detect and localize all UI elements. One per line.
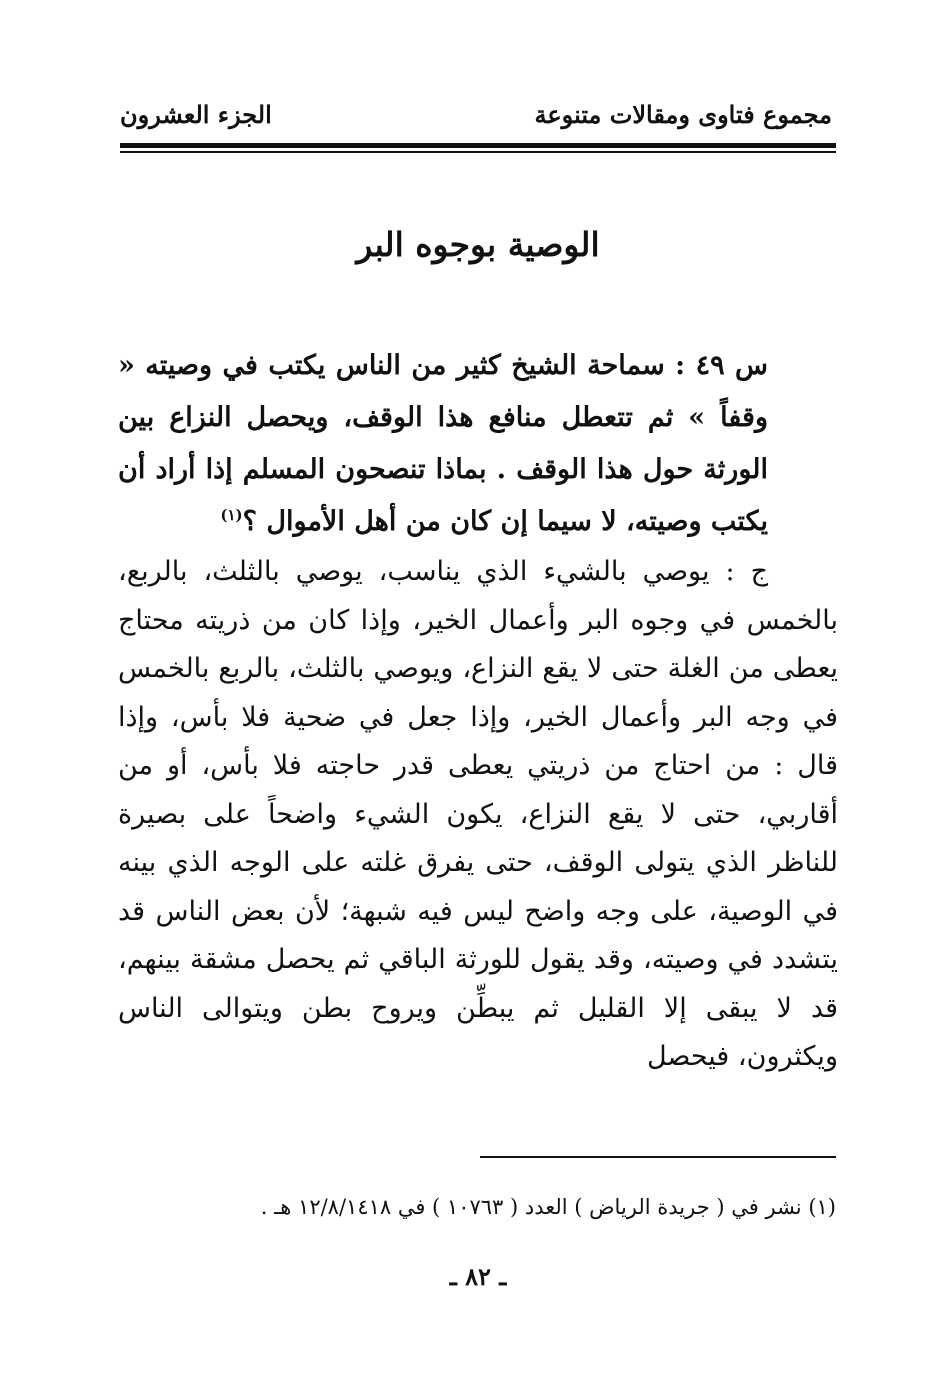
section-title: الوصية بوجوه البر [356, 225, 600, 264]
header-rule-thick [120, 143, 836, 148]
running-header [120, 96, 832, 136]
footnote-marker: (١) [220, 506, 243, 524]
footnote-separator [480, 1156, 836, 1158]
header-rule-thin [120, 151, 836, 153]
answer-text: ج : يوصي بالشيء الذي يناسب، يوصي بالثلث، بالربع، بالخمس في وجوه البر وأعمال الخير، وإذا كان من ذريته محتاج يعطى من الغلة حتى لا يقع النزاع، ويوصي بالثلث، بالربع بالخمس في وجه البر وأعمال الخير، وإذا جعل في ضحية فلا بأس، وإذا قال : من احتاج من ذريتي يعطى قدر حاجته فلا بأس، أو من أقاربي، حتى لا يقع النزاع، يكون الشيء واضحاً على بصيرة للناظر الذي يتولى الوقف، حتى يفرق غلته على الوجه الذي بينه في الوصية، على وجه واضح ليس فيه شبهة؛ لأن بعض الناس قد يتشدد في وصيته، وقد يقول للورثة الباقي ثم يحصل مشقة بينهم، قد لا يبقى إلا القليل ثم يبطِّن ويروح بطن ويتوالى الناس ويكثرون، فيحصل [118, 556, 838, 1072]
question-paragraph [118, 340, 768, 548]
footnote: (١) نشر في ( جريدة الرياض ) العدد ( ١٠٧٦٣ ) في ١٢/٨/١٤١٨ هـ . [260, 1195, 836, 1219]
answer-indent [768, 556, 838, 587]
answer-paragraph [118, 548, 838, 1082]
header-volume: الجزء العشرون [120, 100, 272, 129]
page-number: ـ ٨٢ ـ [449, 1262, 507, 1291]
header-book-title: مجموع فتاوى ومقالات متنوعة [534, 100, 832, 129]
question-text: س ٤٩ : سماحة الشيخ كثير من الناس يكتب في وصيته « وقفاً » ثم تتعطل منافع هذا الوقف، ويحصل النزاع بين الورثة حول هذا الوقف . بماذا تنصحون المسلم إذا أراد أن يكتب وصيته، لا سيما إن كان من أهل الأموال ؟ [118, 350, 769, 537]
